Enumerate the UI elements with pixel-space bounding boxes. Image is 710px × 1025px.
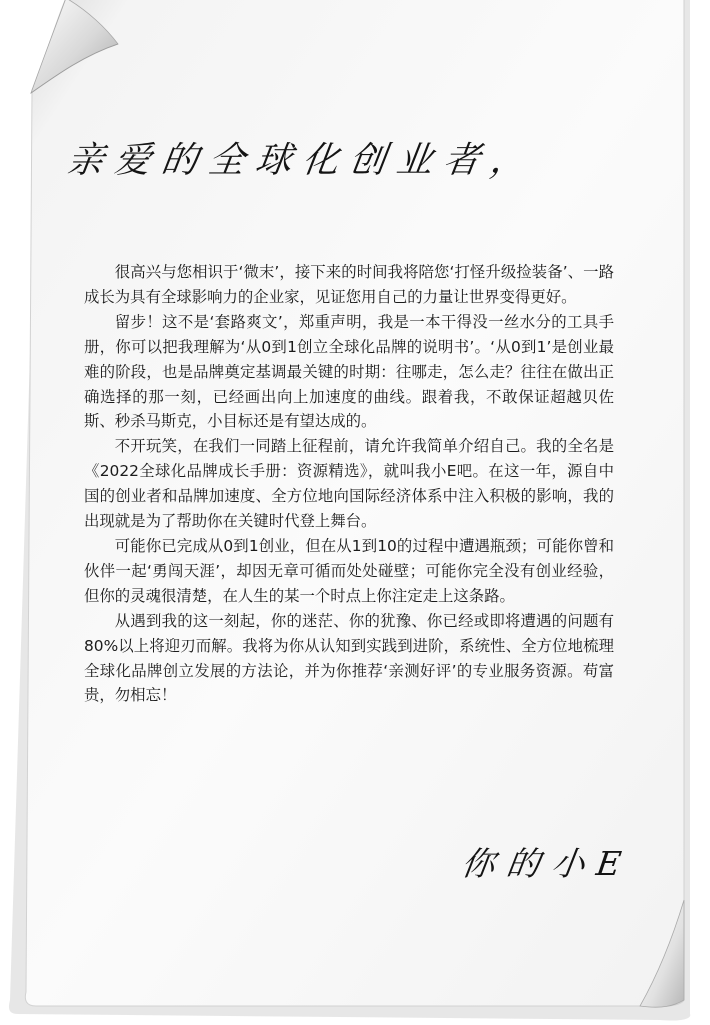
letter-signature: 你的小E bbox=[458, 844, 636, 883]
letter-paragraph: 留步！这不是‘套路爽文’，郑重声明，我是一本干得没一丝水分的工具手册，你可以把我理解为‘从0到1创立全球化品牌的说明书’。‘从0到1’是创业最难的阶段，也是品牌奠定基调最关键的时期：往哪走，怎么走？往往在做出正确选择的那一刻，已经画出向上加速度的曲线。跟着我，不敢保证超越贝佐斯、秒杀马斯克，小目标还是有望达成的。 bbox=[84, 312, 614, 431]
letter-paragraph: 从遇到我的这一刻起，你的迷茫、你的犹豫、你已经或即将遭遇的问题有80%以上将迎刃而解。我将为你从认知到实践到进阶，系统性、全方位地梳理全球化品牌创立发展的方法论，并为你推荐‘亲测好评’的专业服务资源。苟富贵，勿相忘！ bbox=[84, 611, 614, 705]
letter-body bbox=[84, 260, 614, 708]
letter-paragraph: 不开玩笑，在我们一同踏上征程前，请允许我简单介绍自己。我的全名是《2022全球化品牌成长手册：资源精选》，就叫我小E吧。在这一年，源自中国的创业者和品牌加速度、全方位地向国际经济体系中注入积极的影响，我的出现就是为了帮助你在关键时代登上舞台。 bbox=[84, 437, 614, 531]
letter-paragraph: 很高兴与您相识于‘微末’，接下来的时间我将陪您‘打怪升级捡装备’、一路成长为具有全球影响力的企业家，见证您用自己的力量让世界变得更好。 bbox=[84, 263, 614, 306]
letter-greeting: 亲爱的全球化创业者， bbox=[64, 140, 541, 181]
letter-paragraph: 可能你已完成从0到1创业，但在从1到10的过程中遭遇瓶颈；可能你曾和伙伴一起‘勇闯天涯’，却因无章可循而处处碰壁；可能你完全没有创业经验，但你的灵魂很清楚，在人生的某一个时点上你注定走上这条路。 bbox=[84, 536, 614, 605]
